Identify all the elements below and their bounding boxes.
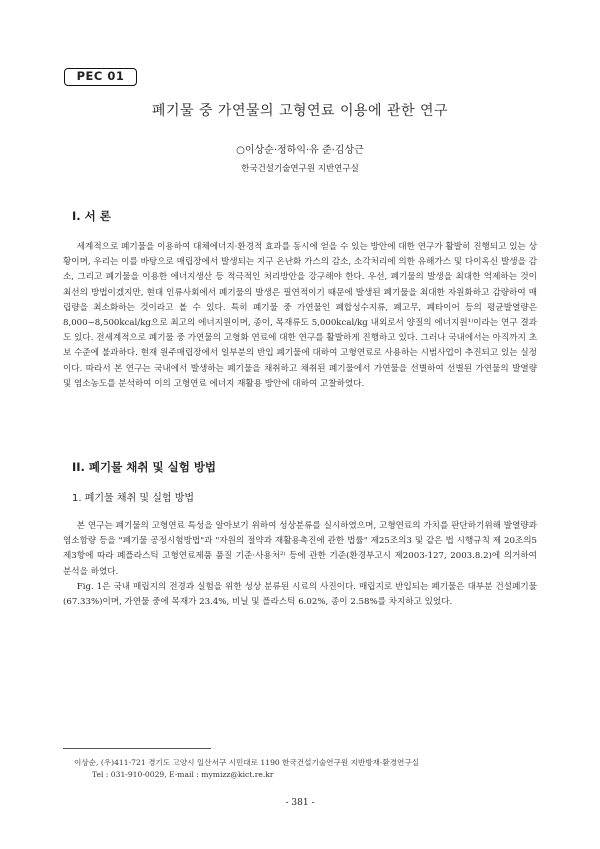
paper-code-badge: PEC 01 <box>64 68 137 86</box>
section-2-heading: II. 폐기물 채취 및 실험 방법 <box>72 460 217 474</box>
author-list: ○이상순·정하익·유 준·김상근 <box>236 145 364 156</box>
section-2-paragraph-2: Fig. 1은 국내 매립지의 전경과 실험을 위한 성상 분류된 시료의 사진이다. 매립지로 반입되는 폐기물은 대부분 건설폐기물(67.33%)이며, 가연물 중에 목재가 23.4%, 비닐 및 플라스틱 6.02%, 종이 2.58%를 차지하고 있었다. <box>63 582 537 608</box>
section-1-heading: I. 서 론 <box>72 209 111 223</box>
section-1-paragraph: 세계적으로 폐기물을 이용하여 대체에너지·환경적 효과를 동시에 얻을 수 있는 방안에 대한 연구가 활발히 진행되고 있는 상황이며, 우리는 이를 바탕으로 매립장에서 발생되는 지구 온난화 가스의 감소, 소각처리에 의한 유해가스 및 다이옥신 발생을 감소, 그리고 폐기물을 이용한 에너지생산 등 적극적인 처리방안을 강구해야 한다. 우선, 폐기물의 발생을 최대한 억제하는 것이 최선의 방법이겠지만, 현대 인류사회에서 폐기물의 발생은 필연적이기 때문에 발생된 폐기물을 최대한 자원화하고 감량하여 매립량을 최소화하는 것이라고 볼 수 있다. 특히 폐기물 중 가연물인 폐합성수지류, 폐고무, 폐타이어 등의 평균발열량은 8,000~8,500kcal/kg으로 최고의 에너지원이며, 종이, 목재류도 5,000kcal/kg 내외로서 양질의 에너지원¹⁾이라는 연구 결과도 있다. 전세계적으로 폐기물 중 가연물의 고형화 연료에 대한 연구를 활발하게 진행하고 있다. 그러나 국내에서는 아직까지 초보 수준에 불과하다. 현재 원주매립장에서 일부분의 반입 폐기물에 대하여 고형연료로 사용하는 시범사업이 추진되고 있는 실정이다. 따라서 본 연구는 국내에서 발생하는 폐기물을 채취하고 채취된 폐기물에서 가연물을 선별하여 선별된 가연물의 발열량 및 염소농도를 분석하여 이의 고형연료 에너지 재활용 방안에 대하여 고찰하였다. <box>63 242 537 389</box>
page-number: - 381 - <box>285 798 315 808</box>
footnote-address: 이상순, (우)411-721 경기도 고양시 일산서구 시민대로 1190 한국건설기술연구원 지반방재·환경연구실 <box>74 758 420 767</box>
paper-title: 폐기물 중 가연물의 고형연료 이용에 관한 연구 <box>151 103 449 119</box>
section-2-paragraph-1: 본 연구는 폐기물의 고형연료 특성을 알아보기 위하여 성상분류를 실시하였으며, 고형연료의 가치를 판단하기위해 발열량과 염소함량 등을 "폐기물 공정시험방법"과 "자원의 절약과 재활용촉진에 관한 법률" 제25조의3 및 같은 법 시행규칙 제 20조의5제3항에 따라 폐플라스틱 고형연료제품 품질 기준·사용처²⁾ 등에 관한 기준(환경부고시 제2003-127, 2003.8.2)에 의거하여 분석을 하였다. <box>63 521 537 577</box>
section-2-subheading: 1. 폐기물 채취 및 실험 방법 <box>72 493 195 504</box>
affiliation: 한국건설기술연구원 지반연구실 <box>241 164 359 174</box>
footnote-divider <box>63 748 211 749</box>
footnote-contact: Tel : 031-910-0029, E-mail : mymizz@kict.re.kr <box>92 770 274 779</box>
